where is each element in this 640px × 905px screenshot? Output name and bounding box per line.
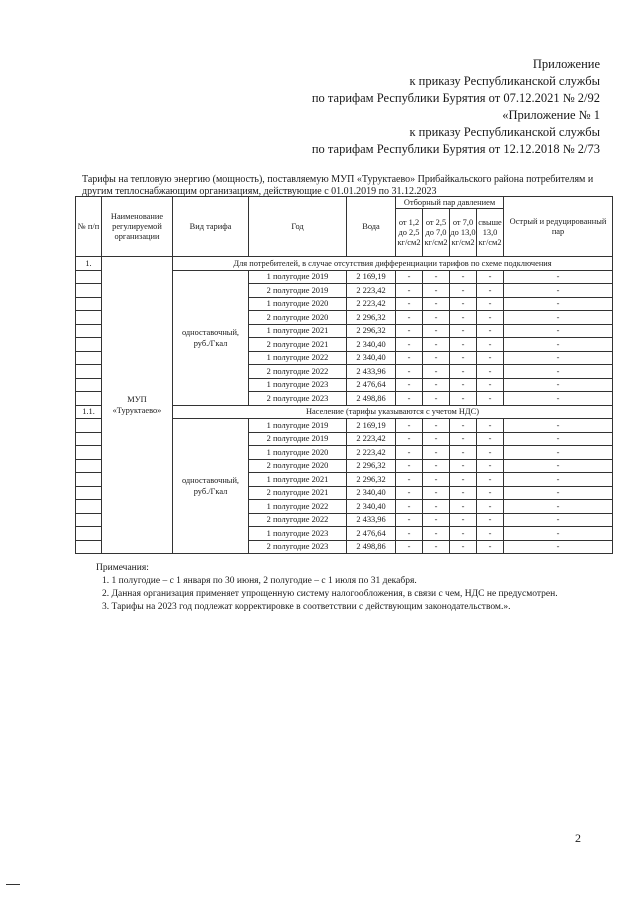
steam-dash-cell: - xyxy=(450,540,477,554)
water-value-cell: 2 296,32 xyxy=(347,473,396,487)
water-value-cell: 2 296,32 xyxy=(347,324,396,338)
header-block xyxy=(240,56,600,158)
water-value-cell: 2 169,19 xyxy=(347,419,396,433)
steam-dash-cell: - xyxy=(396,419,423,433)
header-line: Приложение xyxy=(532,57,600,71)
period-cell: 2 полугодие 2021 xyxy=(249,486,347,500)
sharp-steam-dash-cell: - xyxy=(504,486,613,500)
steam-dash-cell: - xyxy=(396,527,423,541)
steam-dash-cell: - xyxy=(423,500,450,514)
steam-dash-cell: - xyxy=(423,473,450,487)
period-cell: 2 полугодие 2023 xyxy=(249,540,347,554)
steam-dash-cell: - xyxy=(423,311,450,325)
row-num-cell xyxy=(76,270,102,284)
tariff-type: одноставочный, руб./Гкал xyxy=(173,270,249,405)
row-num-cell xyxy=(76,527,102,541)
row-num-cell xyxy=(76,351,102,365)
row-num-cell xyxy=(76,500,102,514)
steam-dash-cell: - xyxy=(423,446,450,460)
steam-dash-cell: - xyxy=(450,446,477,460)
steam-dash-cell: - xyxy=(396,392,423,406)
steam-dash-cell: - xyxy=(450,284,477,298)
steam-dash-cell: - xyxy=(423,270,450,284)
section-label: Для потребителей, в случае отсутствия дифференциации тарифов по схеме подключения xyxy=(173,257,613,271)
steam-dash-cell: - xyxy=(396,459,423,473)
steam-dash-cell: - xyxy=(423,419,450,433)
row-num-cell xyxy=(76,378,102,392)
steam-dash-cell: - xyxy=(477,324,504,338)
sharp-steam-dash-cell: - xyxy=(504,432,613,446)
sharp-steam-dash-cell: - xyxy=(504,392,613,406)
header-line: по тарифам Республики Бурятия от 12.12.2018 № 2/73 xyxy=(311,142,600,156)
row-num-cell xyxy=(76,324,102,338)
period-cell: 1 полугодие 2023 xyxy=(249,527,347,541)
period-cell: 2 полугодие 2023 xyxy=(249,392,347,406)
col-year-header: Год xyxy=(249,197,347,257)
steam-dash-cell: - xyxy=(450,486,477,500)
period-cell: 2 полугодие 2019 xyxy=(249,284,347,298)
steam-dash-cell: - xyxy=(396,338,423,352)
water-value-cell: 2 340,40 xyxy=(347,351,396,365)
steam-dash-cell: - xyxy=(477,297,504,311)
steam-dash-cell: - xyxy=(450,432,477,446)
sharp-steam-dash-cell: - xyxy=(504,270,613,284)
steam-dash-cell: - xyxy=(450,459,477,473)
col-num-header: № п/п xyxy=(76,197,102,257)
steam-dash-cell: - xyxy=(477,446,504,460)
steam-dash-cell: - xyxy=(477,392,504,406)
steam-dash-cell: - xyxy=(396,284,423,298)
steam-dash-cell: - xyxy=(477,311,504,325)
steam-dash-cell: - xyxy=(396,270,423,284)
row-num-cell xyxy=(76,473,102,487)
row-num-cell xyxy=(76,311,102,325)
sharp-steam-dash-cell: - xyxy=(504,459,613,473)
row-num-cell xyxy=(76,365,102,379)
row-num-cell xyxy=(76,459,102,473)
steam-dash-cell: - xyxy=(396,297,423,311)
sharp-steam-dash-cell: - xyxy=(504,513,613,527)
col-steam1-header: от 1,2 до 2,5 кг/см2 xyxy=(396,209,423,257)
note-item: 3. Тарифы на 2023 год подлежат корректировке в соответствии с действующим законодательством.». xyxy=(102,602,511,612)
steam-dash-cell: - xyxy=(423,351,450,365)
steam-dash-cell: - xyxy=(477,432,504,446)
steam-dash-cell: - xyxy=(450,378,477,392)
sharp-steam-dash-cell: - xyxy=(504,365,613,379)
steam-dash-cell: - xyxy=(423,378,450,392)
steam-dash-cell: - xyxy=(423,297,450,311)
period-cell: 2 полугодие 2021 xyxy=(249,338,347,352)
steam-dash-cell: - xyxy=(423,365,450,379)
note-item: 2. Данная организация применяет упрощенную систему налогообложения, в связи с чем, НДС не предусмотрен. xyxy=(102,589,558,599)
row-num-cell xyxy=(76,419,102,433)
water-value-cell: 2 498,86 xyxy=(347,392,396,406)
row-num-cell xyxy=(76,513,102,527)
water-value-cell: 2 223,42 xyxy=(347,297,396,311)
steam-dash-cell: - xyxy=(450,270,477,284)
section-num: 1.1. xyxy=(76,405,102,419)
period-cell: 1 полугодие 2020 xyxy=(249,446,347,460)
period-cell: 1 полугодие 2019 xyxy=(249,419,347,433)
note-item: 1. 1 полугодие – с 1 января по 30 июня, 2 полугодие – с 1 июля по 31 декабря. xyxy=(102,576,417,586)
header-line: к приказу Республиканской службы xyxy=(409,74,600,88)
tariff-table xyxy=(75,196,613,554)
steam-dash-cell: - xyxy=(396,365,423,379)
col-steam4-header: свыше 13,0 кг/см2 xyxy=(477,209,504,257)
period-cell: 2 полугодие 2019 xyxy=(249,432,347,446)
header-line: по тарифам Республики Бурятия от 07.12.2021 № 2/92 xyxy=(311,91,600,105)
steam-dash-cell: - xyxy=(450,351,477,365)
margin-mark xyxy=(6,884,20,885)
row-num-cell xyxy=(76,338,102,352)
period-cell: 1 полугодие 2022 xyxy=(249,500,347,514)
steam-dash-cell: - xyxy=(450,392,477,406)
steam-dash-cell: - xyxy=(477,540,504,554)
row-num-cell xyxy=(76,392,102,406)
sharp-steam-dash-cell: - xyxy=(504,284,613,298)
steam-dash-cell: - xyxy=(423,432,450,446)
steam-dash-cell: - xyxy=(477,365,504,379)
water-value-cell: 2 340,40 xyxy=(347,338,396,352)
section-row xyxy=(76,257,613,271)
water-value-cell: 2 223,42 xyxy=(347,432,396,446)
steam-dash-cell: - xyxy=(450,500,477,514)
page-number: 2 xyxy=(575,831,581,845)
water-value-cell: 2 498,86 xyxy=(347,540,396,554)
row-num-cell xyxy=(76,284,102,298)
steam-dash-cell: - xyxy=(396,324,423,338)
steam-dash-cell: - xyxy=(396,432,423,446)
steam-dash-cell: - xyxy=(477,527,504,541)
notes-block xyxy=(96,562,616,614)
sharp-steam-dash-cell: - xyxy=(504,446,613,460)
water-value-cell: 2 169,19 xyxy=(347,270,396,284)
sharp-steam-dash-cell: - xyxy=(504,338,613,352)
steam-dash-cell: - xyxy=(450,527,477,541)
steam-dash-cell: - xyxy=(477,378,504,392)
steam-dash-cell: - xyxy=(396,311,423,325)
water-value-cell: 2 476,64 xyxy=(347,527,396,541)
steam-dash-cell: - xyxy=(477,513,504,527)
water-value-cell: 2 223,42 xyxy=(347,284,396,298)
water-value-cell: 2 340,40 xyxy=(347,500,396,514)
steam-dash-cell: - xyxy=(423,540,450,554)
steam-dash-cell: - xyxy=(450,311,477,325)
period-cell: 1 полугодие 2020 xyxy=(249,297,347,311)
col-water-header: Вода xyxy=(347,197,396,257)
col-org-header: Наименование регулируемой организации xyxy=(102,197,173,257)
steam-dash-cell: - xyxy=(396,473,423,487)
steam-dash-cell: - xyxy=(396,513,423,527)
steam-dash-cell: - xyxy=(396,446,423,460)
water-value-cell: 2 223,42 xyxy=(347,446,396,460)
sharp-steam-dash-cell: - xyxy=(504,351,613,365)
row-num-cell xyxy=(76,432,102,446)
header-line: к приказу Республиканской службы xyxy=(409,125,600,139)
steam-dash-cell: - xyxy=(396,378,423,392)
sharp-steam-dash-cell: - xyxy=(504,473,613,487)
steam-dash-cell: - xyxy=(423,513,450,527)
period-cell: 2 полугодие 2020 xyxy=(249,311,347,325)
steam-dash-cell: - xyxy=(423,284,450,298)
sharp-steam-dash-cell: - xyxy=(504,324,613,338)
col-steam2-header: от 2,5 до 7,0 кг/см2 xyxy=(423,209,450,257)
steam-dash-cell: - xyxy=(423,392,450,406)
steam-dash-cell: - xyxy=(450,473,477,487)
tariff-type: одноставочный, руб./Гкал xyxy=(173,419,249,554)
period-cell: 1 полугодие 2019 xyxy=(249,270,347,284)
steam-dash-cell: - xyxy=(477,486,504,500)
org-name: МУП «Туруктаево» xyxy=(102,257,173,554)
col-steam3-header: от 7,0 до 13,0 кг/см2 xyxy=(450,209,477,257)
row-num-cell xyxy=(76,297,102,311)
steam-dash-cell: - xyxy=(450,324,477,338)
period-cell: 2 полугодие 2020 xyxy=(249,459,347,473)
water-value-cell: 2 433,96 xyxy=(347,513,396,527)
row-num-cell xyxy=(76,486,102,500)
period-cell: 2 полугодие 2022 xyxy=(249,365,347,379)
row-num-cell xyxy=(76,446,102,460)
period-cell: 2 полугодие 2022 xyxy=(249,513,347,527)
header-line: «Приложение № 1 xyxy=(502,108,600,122)
section-label: Население (тарифы указываются с учетом НДС) xyxy=(173,405,613,419)
steam-dash-cell: - xyxy=(477,270,504,284)
water-value-cell: 2 433,96 xyxy=(347,365,396,379)
steam-dash-cell: - xyxy=(423,338,450,352)
row-num-cell xyxy=(76,540,102,554)
steam-dash-cell: - xyxy=(450,419,477,433)
period-cell: 1 полугодие 2021 xyxy=(249,324,347,338)
steam-dash-cell: - xyxy=(450,297,477,311)
steam-dash-cell: - xyxy=(423,486,450,500)
steam-dash-cell: - xyxy=(477,351,504,365)
steam-dash-cell: - xyxy=(396,540,423,554)
notes-heading: Примечания: xyxy=(96,563,149,573)
water-value-cell: 2 476,64 xyxy=(347,378,396,392)
steam-dash-cell: - xyxy=(477,473,504,487)
water-value-cell: 2 296,32 xyxy=(347,459,396,473)
steam-dash-cell: - xyxy=(477,500,504,514)
period-cell: 1 полугодие 2023 xyxy=(249,378,347,392)
steam-dash-cell: - xyxy=(423,459,450,473)
section-num: 1. xyxy=(76,257,102,271)
steam-dash-cell: - xyxy=(450,513,477,527)
period-cell: 1 полугодие 2022 xyxy=(249,351,347,365)
steam-dash-cell: - xyxy=(477,419,504,433)
col-sharp-steam-header: Острый и редуцированный пар xyxy=(504,197,613,257)
sharp-steam-dash-cell: - xyxy=(504,311,613,325)
sharp-steam-dash-cell: - xyxy=(504,378,613,392)
water-value-cell: 2 340,40 xyxy=(347,486,396,500)
col-steam-group-header: Отборный пар давлением xyxy=(396,197,504,209)
steam-dash-cell: - xyxy=(477,284,504,298)
sharp-steam-dash-cell: - xyxy=(504,419,613,433)
document-title: Тарифы на тепловую энергию (мощность), поставляемую МУП «Туруктаево» Прибайкальского района потребителям и другим теплоснабжающим организациям, действующие с 01.01.2019 по 31.12.2023 xyxy=(82,174,594,197)
sharp-steam-dash-cell: - xyxy=(504,527,613,541)
water-value-cell: 2 296,32 xyxy=(347,311,396,325)
steam-dash-cell: - xyxy=(450,338,477,352)
steam-dash-cell: - xyxy=(477,459,504,473)
sharp-steam-dash-cell: - xyxy=(504,540,613,554)
period-cell: 1 полугодие 2021 xyxy=(249,473,347,487)
steam-dash-cell: - xyxy=(396,500,423,514)
col-tariff-type-header: Вид тарифа xyxy=(173,197,249,257)
steam-dash-cell: - xyxy=(396,486,423,500)
steam-dash-cell: - xyxy=(450,365,477,379)
steam-dash-cell: - xyxy=(477,338,504,352)
steam-dash-cell: - xyxy=(423,324,450,338)
sharp-steam-dash-cell: - xyxy=(504,297,613,311)
sharp-steam-dash-cell: - xyxy=(504,500,613,514)
steam-dash-cell: - xyxy=(396,351,423,365)
steam-dash-cell: - xyxy=(423,527,450,541)
